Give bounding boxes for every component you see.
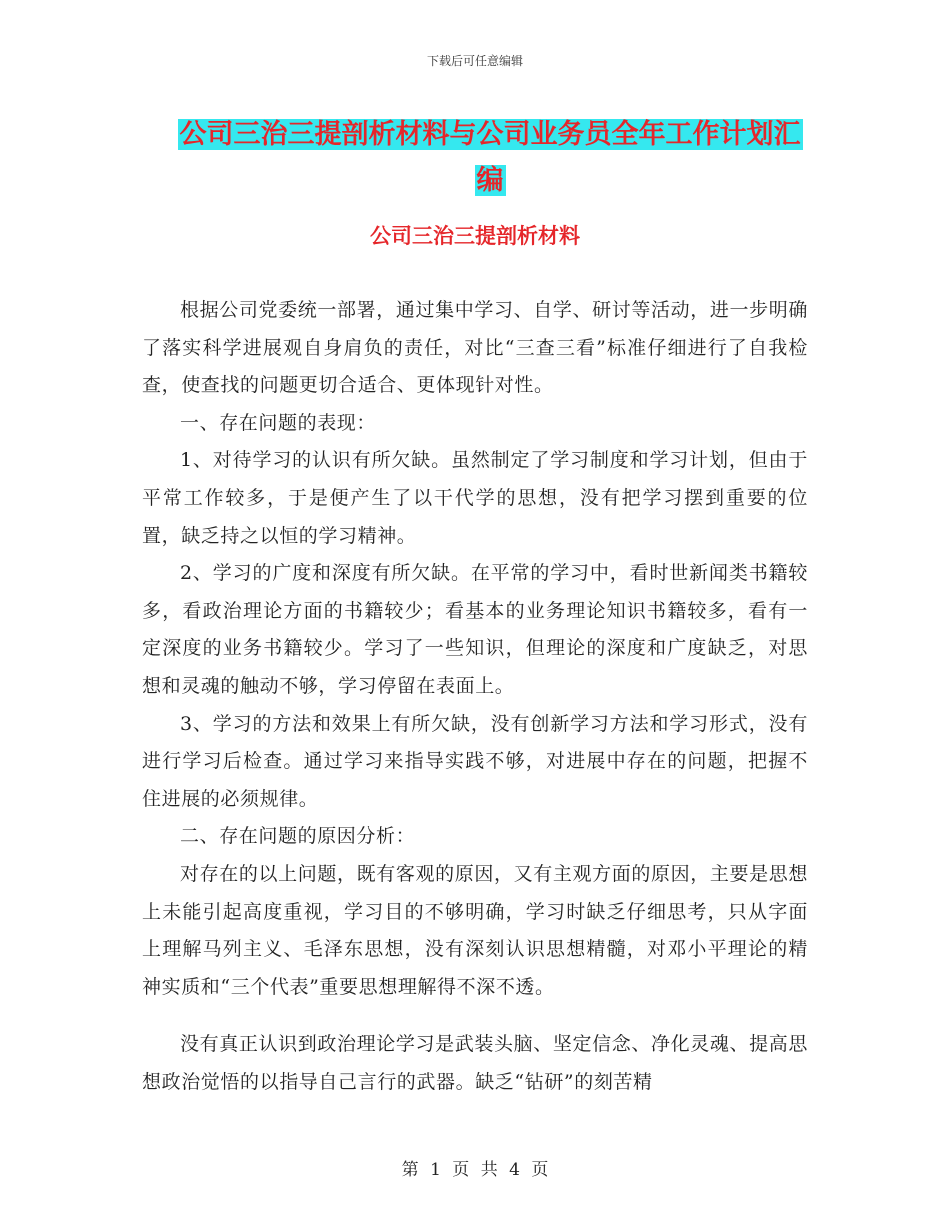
heading-problems: 一、存在问题的表现： [180,411,377,434]
section-title: 公司三治三提剖析材料 [370,224,580,248]
page-header-note: 下载后可任意编辑 [426,54,523,68]
body-text [142,292,808,1101]
document-title [160,112,820,204]
heading-causes: 二、存在问题的原因分析： [180,825,416,848]
paragraph-problem-2: 2、学习的广度和深度有所欠缺。在平常的学习中，看时世新闻类书籍较多，看政治理论方面的书籍较少；看基本的业务理论知识书籍较多，看有一定深度的业务书籍较少。学习了一些知识，但理论的深度和广度缺乏，对思想和灵魂的触动不够，学习停留在表面上。 [142,562,808,697]
paragraph-understanding: 没有真正认识到政治理论学习是武装头脑、坚定信念、净化灵魂、提高思想政治觉悟的以指导自己言行的武器。缺乏“钻研”的刻苦精 [142,1033,808,1093]
paragraph-problem-1: 1、对待学习的认识有所欠缺。虽然制定了学习制度和学习计划，但由于平常工作较多，于是便产生了以干代学的思想，没有把学习摆到重要的位置，缺乏持之以恒的学习精神。 [142,449,808,547]
document-title-line-2: 编 [476,165,504,196]
paragraph-problem-3: 3、学习的方法和效果上有所欠缺，没有创新学习方法和学习形式，没有进行学习后检查。通过学习来指导实践不够，对进展中存在的问题，把握不住进展的必须规律。 [142,712,808,810]
document-title-line-1: 公司三治三提剖析材料与公司业务员全年工作计划汇 [179,119,801,150]
page-number-footer: 第 1 页 共 4 页 [401,1160,549,1180]
paragraph-intro: 根据公司党委统一部署，通过集中学习、自学、研讨等活动，进一步明确了落实科学进展观自身肩负的责任，对比“三查三看”标准仔细进行了自我检查，使查找的问题更切合适合、更体现针对性。 [142,299,808,397]
paragraph-causes: 对存在的以上问题，既有客观的原因，又有主观方面的原因，主要是思想上未能引起高度重视，学习目的不够明确，学习时缺乏仔细思考，只从字面上理解马列主义、毛泽东思想，没有深刻认识思想精髓，对邓小平理论的精神实质和“三个代表”重要思想理解得不深不透。 [142,862,808,998]
